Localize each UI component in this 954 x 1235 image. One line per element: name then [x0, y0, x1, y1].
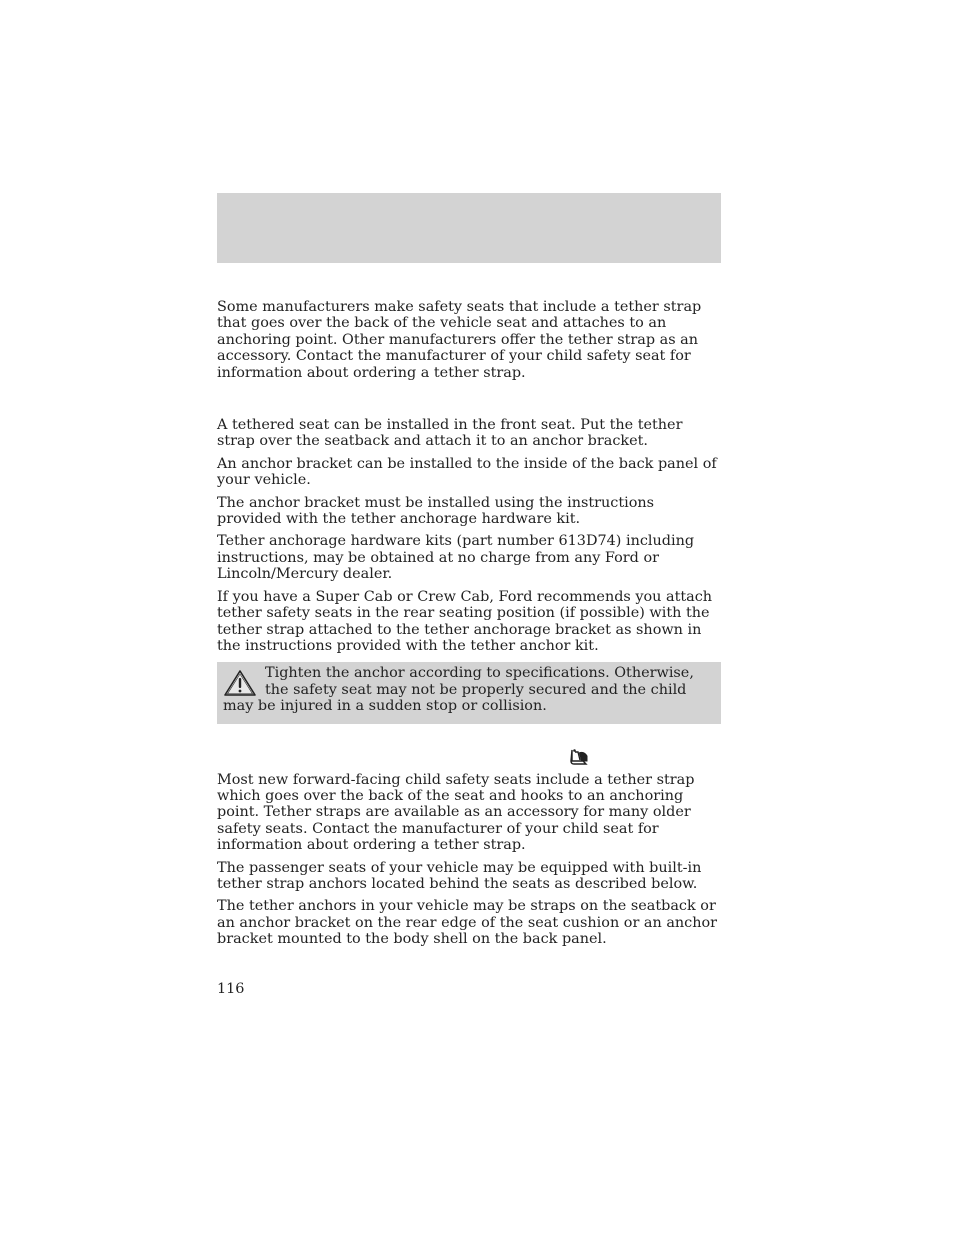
child-seat-tether-icon: [569, 748, 589, 766]
warning-triangle-icon: [223, 669, 257, 697]
icon-row: [217, 746, 723, 772]
paragraph-4: The anchor bracket must be installed using the instructions provided with the tether anchorage hardware kit.: [217, 494, 655, 528]
paragraph-7: Most new forward-facing child safety seats include a tether strap which goes over the back of the seat and hooks to an anchoring point. Tether straps are available as an accessory for many older safety seats. Contact the manufacturer of your child seat for information about ordering a tether strap.: [217, 771, 695, 854]
paragraph-6: If you have a Super Cab or Crew Cab, Ford recommends you attach tether safety seats in the rear seating position (if possible) with the tether strap attached to the tether anchorage bracket as shown in the instructions provided with the tether anchor kit.: [217, 588, 713, 654]
page-content: [217, 299, 723, 948]
paragraph-5: Tether anchorage hardware kits (part number 613D74) including instructions, may be obtained at no charge from any Ford or Lincoln/Mercury dealer.: [217, 533, 695, 583]
paragraph-3: An anchor bracket can be installed to the inside of the back panel of your vehicle.: [217, 455, 717, 489]
paragraph-2: A tethered seat can be installed in the front seat. Put the tether strap over the seatback and attach it to an anchor bracket.: [217, 417, 683, 450]
paragraph-9: The tether anchors in your vehicle may be straps on the seatback or an anchor bracket on the rear edge of the seat cushion or an anchor bracket mounted to the body shell on the back panel.: [217, 898, 718, 948]
page-number: 116: [217, 981, 245, 997]
paragraph-1: Some manufacturers make safety seats that include a tether strap that goes over the back of the vehicle seat and attaches to an anchoring point. Other manufacturers offer the tether strap as an accessory. Contact the manufacturer of your child safety seat for information about ordering a tether strap.: [217, 299, 702, 381]
paragraph-8: The passenger seats of your vehicle may be equipped with built-in tether strap anchors located behind the seats as described below.: [217, 859, 702, 892]
warning-box: [217, 662, 721, 723]
header-band: [217, 193, 721, 263]
warning-text: Tighten the anchor according to specifications. Otherwise, the safety seat may not be properly secured and the child may be injured in a sudden stop or collision.: [223, 665, 694, 715]
